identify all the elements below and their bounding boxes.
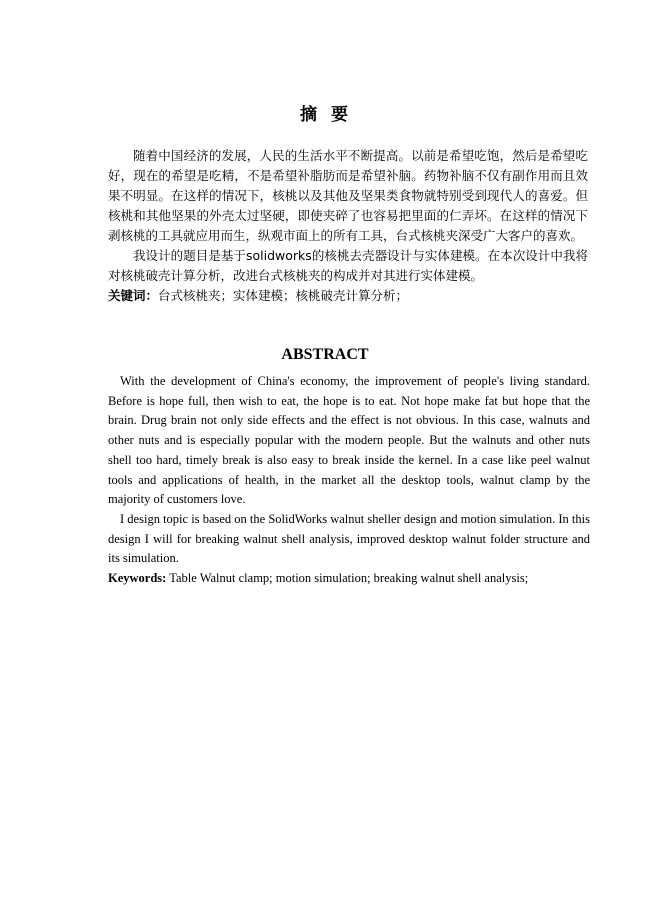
english-keywords-label: Keywords: [108, 571, 167, 586]
title-char: 摘 [300, 105, 319, 125]
chinese-abstract-title [0, 100, 650, 125]
chinese-abstract-body [108, 146, 588, 306]
english-keywords-text: Table Walnut clamp; motion simulation; breaking walnut shell analysis; [166, 571, 529, 586]
english-keywords [108, 569, 590, 589]
chinese-keywords-text: 台式核桃夹；实体建模；核桃破壳计算分析； [158, 288, 409, 303]
english-paragraph: With the development of China's economy, the improvement of people's living standard. Before is hope full, then wish to eat, the hope is to eat. Not hope make fat but hope that the brain. Drug brain not only side effects and the effect is not obvious. In this case, walnuts and other nuts and is especially popular with the modern people. But the walnuts and other nuts shell too hard, timely break is also easy to break inside the kernel. In a case like peel walnut tools and applications of health, in the market all the desktop tools, walnut clamp by the majority of customers love. [108, 374, 590, 507]
english-abstract-title: ABSTRACT [281, 346, 369, 363]
title-char: 要 [331, 105, 350, 125]
english-abstract-body [108, 372, 590, 589]
chinese-paragraph: 随着中国经济的发展，人民的生活水平不断提高。以前是希望吃饱，然后是希望吃好，现在的希望是吃精，不是希望补脂肪而是希望补脑。药物补脑不仅有副作用而且效果不明显。在这样的情况下，核桃以及其他及坚果类食物就特别受到现代人的喜爱。但核桃和其他坚果的外壳太过坚硬，即使夹碎了也容易把里面的仁弄坏。在这样的情况下剥核桃的工具就应用而生，纵观市面上的所有工具，台式核桃夹深受广大客户的喜欢。 [108, 148, 588, 243]
chinese-keywords-label: 关键词： [108, 288, 159, 303]
chinese-paragraph: 我设计的题目是基于solidworks的核桃去壳器设计与实体建模。在本次设计中我将对核桃破壳计算分析，改进台式核桃夹的构成并对其进行实体建模。 [108, 248, 588, 283]
english-paragraph: I design topic is based on the SolidWorks walnut sheller design and motion simulation. In this design I will for breaking walnut shell analysis, improved desktop walnut folder structure and its simulation. [108, 511, 590, 566]
chinese-keywords [108, 286, 588, 306]
